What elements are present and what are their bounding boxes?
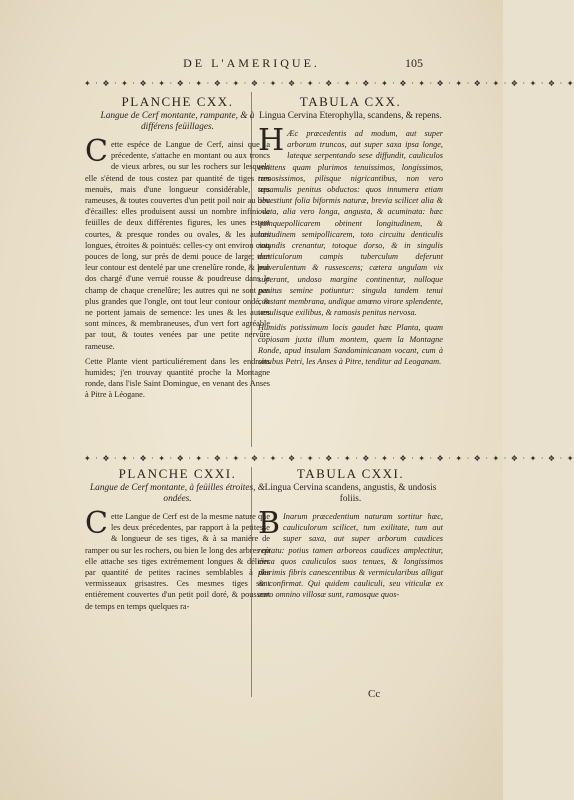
body-paragraph bbox=[258, 506, 443, 601]
latin-column-cxxi bbox=[258, 466, 443, 605]
body-paragraph bbox=[258, 123, 443, 318]
latin-column-cxx bbox=[258, 94, 443, 371]
plate-subtitle: Langue de Cerf montante, rampante, & à différens feüillages. bbox=[100, 111, 255, 132]
body-paragraph bbox=[85, 506, 270, 612]
plate-title: PLANCHE CXXI. bbox=[118, 466, 237, 481]
plate-title: TABULA CXXI. bbox=[296, 466, 405, 481]
page-header bbox=[0, 56, 503, 76]
plate-title: TABULA CXX. bbox=[299, 94, 402, 109]
paragraph-text: Æc præcedentis ad modum, aut super arborum truncos, aut super saxa ipsa longe, lateque serpentando sese diffundit, cauliculos emittens quam plurimos tenuissimos, longissimos, ramosissimos, pilisque nigricantibus, non vero squamulis penitus obductos: quos innumera etiam obvestiunt folia biformis naturæ, brevia scilicet alia & ovata, alia vero longa, angusta, & acuminata: hæc quinquepollicarem obtinent longitudinem, & latitudinem semipollicarem, toto circuitu denticulis rotundis crenantur, totoque dorso, & in singulis denticulorum campis tuberculum deferunt pulverulentum & russescens; cætera ungulam vix superant, undoso margine continentur, nulloque penitus semine potiuntur: singula tandem tenui constant membrana, undique amœno virore splendente, venulisque exilibus, & ramosis penitus nervosa. bbox=[258, 129, 443, 318]
paragraph-text: ette Langue de Cerf est de la mesme nature que les deux précedentes, par rapport à la petitesse & longueur de ses tiges, & à sa maniére de ramper ou sur les rochers, ou bien le long des arbres où elle attache ses tiges extrémement longues & déliées par quantité de petites racines semblables à des vermisseaux grisastres. Ces mesmes tiges sont entiérement couvertes d'un petit poil doré, & poussent de temps en temps quelques ra- bbox=[85, 512, 270, 611]
plate-subtitle: Lingua Cervina scandens, angustis, & undosis foliis. bbox=[264, 483, 437, 504]
body-paragraph: Humidis potissimum locis gaudet hæc Planta, quam copiosam juxta illum montem, quem la Montagne Ronde, apud insulam Sandominicanam vocant, cum à sinubus Petri, les Anses à Pitre, tenditur ad Leoganam. bbox=[258, 323, 443, 367]
body-paragraph: Cette Plante vient particuliérement dans les endroits humides; j'en trouvay quantité proche la Montagne ronde, dans l'isle Saint Domingue, en venant des Anses à Pitre à Léogane. bbox=[85, 356, 270, 400]
signature-mark: Cc bbox=[368, 688, 381, 700]
drop-cap: C bbox=[85, 134, 108, 169]
plate-subtitle: Lingua Cervina Eterophylla, scandens, & repens. bbox=[259, 111, 442, 121]
ornament-band-middle: ✦ · ❖ · ✦ · ❖ · ✦ · ❖ · ✦ · ❖ · ✦ · ❖ · ✦ · ❖ · ✦ · ❖ · ✦ · ❖ · ✦ · ❖ · ✦ · ❖ · ✦ · ❖ · ✦ · ❖ · ✦ · ❖ · ✦ bbox=[84, 454, 574, 463]
page-number: 105 bbox=[405, 56, 423, 70]
french-column-cxxi bbox=[85, 466, 270, 616]
paragraph-text: Inarum præcedentium naturam sortitur hæc, cauliculorum scilicet, tum exilitate, tum aut super saxa, aut super arborum caudices reptatu: potius tamen arboreos caudices amplectitur, circa quos cauliculos suos tenues, & longissimos plurimis fibris canescentibus & vermicularibus alligat & confirmat. Qui quidem cauliculi, seu viticulæ ex auro omnino villosæ sunt, ramosque quos- bbox=[258, 512, 443, 600]
paragraph-text: ette espéce de Langue de Cerf, ainsi que la précedente, s'attache en montant ou aux troncs de vieux arbres, ou sur les rochers sur lesquels elle s'étend de tous costez par quantité de tiges tres menuës, mais d'une longueur considérable, tres rameuses, & toutes couvertes d'un petit poil noir au lieu d'écailles: elles produisent aussi un nombre infini de feüilles de deux différentes figures, les unes estant courtes, & presque rondes ou ovales, & les autres longues, étroites & pointuës: celles-cy ont environ cinq pouces de long, sur prés de demi pouce de large; tout leur contour est dentelé par une crenelûre ronde, & leur dos chargé d'une verruë rousse & poudreuse dans le champ de chaque crenelûre; les autres qui ne sont pas plus grandes que l'ongle, ont tout leur contour ondé, & ne portent jamais de semence: les unes & les autres sont minces, & membraneuses, d'un vert fort agréable par tout, & toutes venées par une petite nervûre rameuse. bbox=[85, 140, 270, 351]
plate-subtitle: Langue de Cerf montante, à feüilles étroites, & ondées. bbox=[90, 483, 265, 504]
body-paragraph bbox=[85, 134, 270, 352]
drop-cap: C bbox=[85, 506, 108, 541]
french-column-cxx bbox=[85, 94, 270, 405]
running-title: DE L'AMERIQUE. bbox=[183, 56, 320, 70]
ornament-band-top: ✦ · ❖ · ✦ · ❖ · ✦ · ❖ · ✦ · ❖ · ✦ · ❖ · ✦ · ❖ · ✦ · ❖ · ✦ · ❖ · ✦ · ❖ · ✦ · ❖ · ✦ · ❖ · ✦ · ❖ · ✦ · ❖ · ✦ bbox=[84, 79, 574, 88]
drop-cap: H bbox=[258, 123, 285, 158]
plate-title: PLANCHE CXX. bbox=[121, 94, 234, 109]
drop-cap: B bbox=[258, 506, 281, 541]
